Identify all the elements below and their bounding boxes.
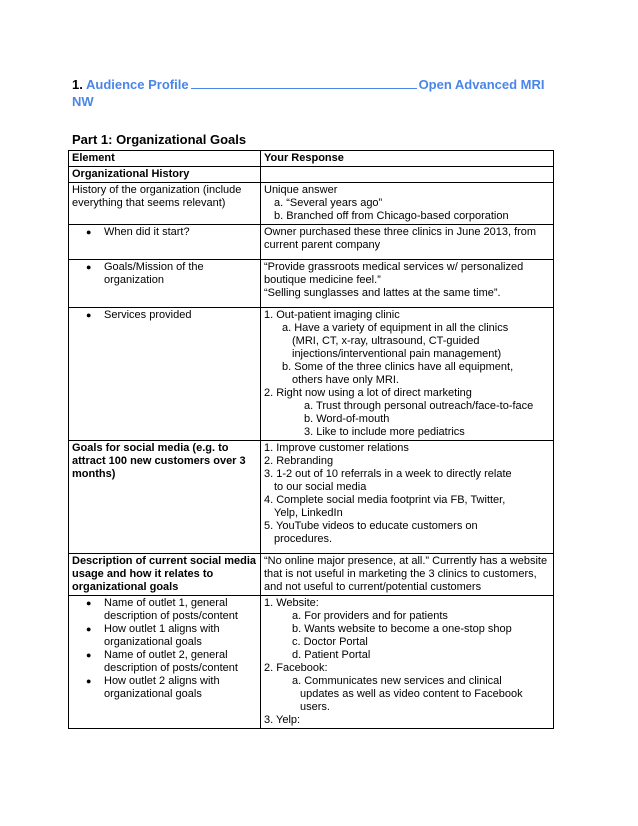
services-response: 1. Out-patient imaging clinic a. Have a variety of equipment in all the clinics (MRI, CT, x-ray, ultrasound, CT-guided injections/interventional pain management) b. Some of the three clinics have all equipment, others have only MRI. 2. Right now using a lot of direct marketing a. Trust through personal outreach/face-to-face b. Word-of-mouth 3. Like to include more pediatrics xyxy=(261,308,554,441)
history-response: Unique answer a. “Several years ago” b. Branched off from Chicago-based corporation xyxy=(261,183,554,225)
services-element: ● Services provided xyxy=(72,309,257,322)
heading-org-name-cont: NW xyxy=(72,94,94,109)
outlets-element: ● Name of outlet 1, general description of posts/content ● How outlet 1 aligns with organizational goals ● Name of outlet 2, general description of posts/content ● How outlet 2 aligns with organizational goals xyxy=(69,596,261,729)
current-usage-element: Description of current social media usage and how it relates to organizational goals xyxy=(69,554,261,596)
table-row xyxy=(69,308,554,441)
heading-org-name: Open Advanced MRI xyxy=(418,77,545,92)
part-title: Part 1: Organizational Goals xyxy=(72,132,247,147)
outlets-response: 1. Website: a. For providers and for patients b. Wants website to become a one-stop shop c. Doctor Portal d. Patient Portal 2. Facebook: a. Communicates new services and clinical updates as well as video content to Facebook users. 3. Yelp: xyxy=(261,596,554,729)
history-element: History of the organization (include everything that seems relevant) xyxy=(69,183,261,225)
heading-underline xyxy=(191,88,417,89)
table-row xyxy=(69,260,554,308)
col-element-header: Element xyxy=(69,151,261,167)
table-header-row xyxy=(69,151,554,167)
heading-number: 1. xyxy=(72,77,83,92)
section-row-history xyxy=(69,167,554,183)
goals-response: 1. Improve customer relations 2. Rebranding 3. 1-2 out of 10 referrals in a week to directly relate to our social media 4. Complete social media footprint via FB, Twitter, Yelp, LinkedIn 5. YouTube videos to educate customers on procedures. xyxy=(261,441,554,554)
mission-element: ● Goals/Mission of the organization xyxy=(72,261,257,287)
section-heading xyxy=(72,76,562,110)
organizational-goals-table xyxy=(68,150,554,729)
current-usage-response: “No online major presence, at all.” Currently has a website that is not useful in marketing the 3 clinics to customers, and not useful to current/potential customers xyxy=(261,554,554,596)
table-row xyxy=(69,225,554,260)
table-row xyxy=(69,441,554,554)
table-row xyxy=(69,554,554,596)
mission-response: “Provide grassroots medical services w/ personalized boutique medicine feel.” “Selling sunglasses and lattes at the same time”. xyxy=(261,260,554,308)
table-row xyxy=(69,183,554,225)
section-history-label: Organizational History xyxy=(69,167,261,183)
table-row xyxy=(69,596,554,729)
heading-audience-profile: Audience Profile xyxy=(85,77,189,92)
start-element: ● When did it start? xyxy=(72,226,257,239)
start-response: Owner purchased these three clinics in June 2013, from current parent company xyxy=(261,225,554,260)
col-response-header: Your Response xyxy=(261,151,554,167)
goals-element: Goals for social media (e.g. to attract 100 new customers over 3 months) xyxy=(69,441,261,554)
